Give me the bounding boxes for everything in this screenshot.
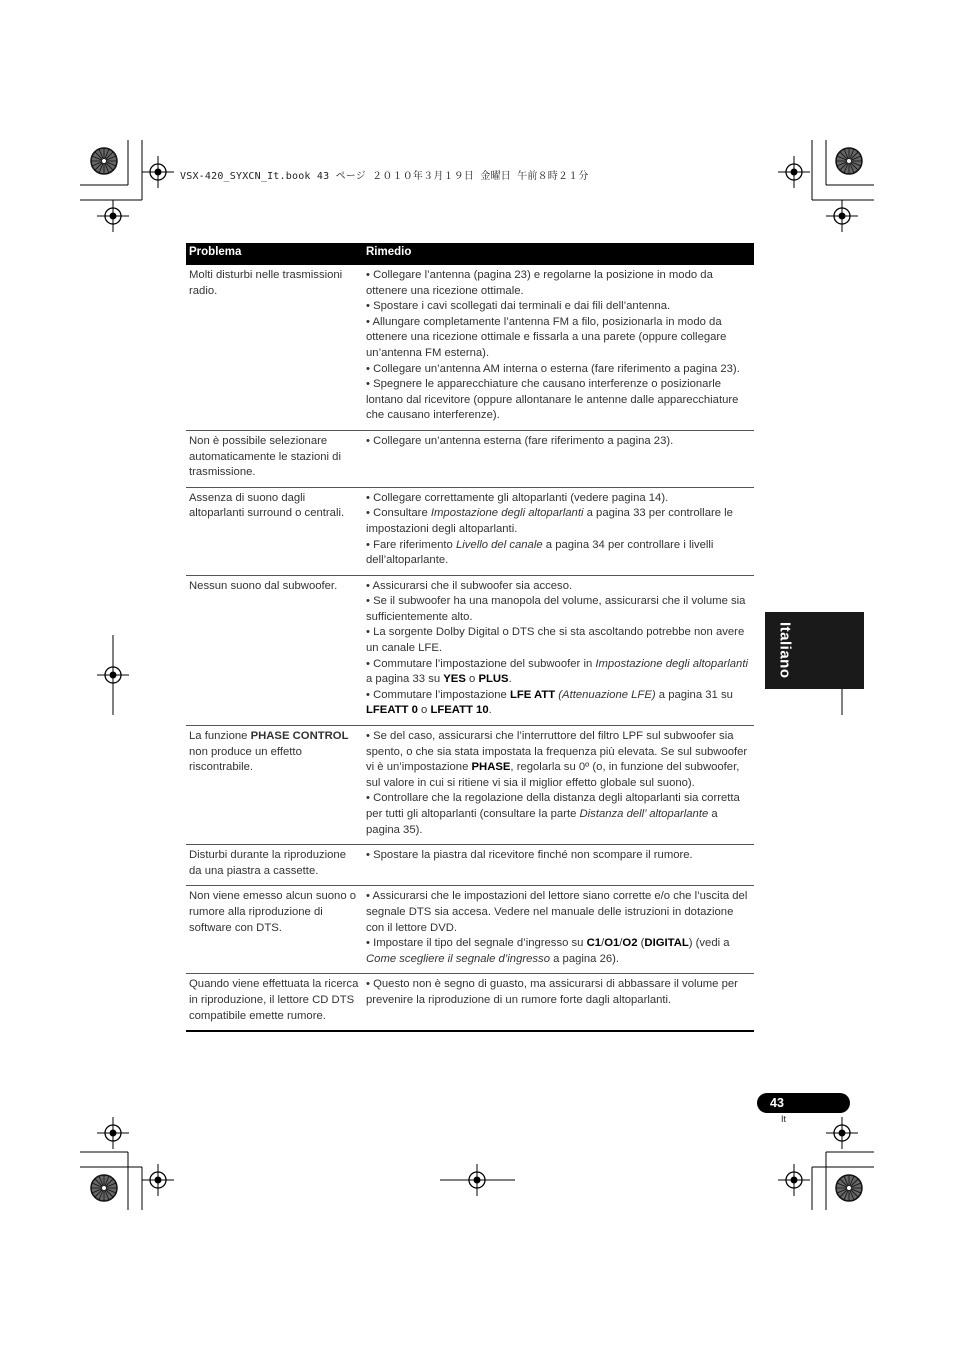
remedy-item: • Collegare un’antenna esterna (fare riferimento a pagina 23). <box>366 434 674 447</box>
remedy-item: • Assicurarsi che il subwoofer sia acceso. <box>366 579 573 592</box>
language-side-tab <box>765 612 864 689</box>
remedy-cell <box>363 430 754 487</box>
problem-cell: Non viene emesso alcun suono o rumore alla riproduzione di software con DTS. <box>186 886 363 974</box>
remedy-cell <box>363 845 754 886</box>
table-row <box>186 886 754 974</box>
table-body <box>186 265 754 1031</box>
problem-cell: Molti disturbi nelle trasmissioni radio. <box>186 265 363 430</box>
remedy-item: • La sorgente Dolby Digital o DTS che si sta ascoltando potrebbe non avere un canale LFE. <box>366 626 745 655</box>
page-language-code: It <box>781 1114 787 1124</box>
table-row <box>186 430 754 487</box>
remedy-cell <box>363 265 754 430</box>
remedy-item: • Collegare un’antenna AM interna o esterna (fare riferimento a pagina 23). <box>366 362 740 375</box>
remedy-cell <box>363 726 754 845</box>
remedy-item: • Impostare il tipo del segnale d’ingresso su C1/O1/O2 (DIGITAL) (vedi a Come scegliere il segnale d’ingresso a pagina 26). <box>366 937 730 965</box>
remedy-cell <box>363 886 754 974</box>
remedy-item: • Spostare i cavi scollegati dai terminali e dai fili dell’antenna. <box>366 300 671 313</box>
language-tab-label: Italiano <box>776 622 794 679</box>
table-row <box>186 575 754 725</box>
problem-cell: Assenza di suono dagli altoparlanti surround o centrali. <box>186 487 363 575</box>
table-row <box>186 726 754 845</box>
remedy-item: • Se del caso, assicurarsi che l’interruttore del filtro LPF sul subwoofer sia spento, o che sia stata impostata la frequenza più elevata. Se sul subwoofer vi è un’impostazione PHASE, regolarla su 0º (o, in funzione del subwoofer, sul valore in cui si ritiene vi sia il miglior effetto globale sul suono). <box>366 730 748 789</box>
remedy-cell <box>363 575 754 725</box>
problem-cell: La funzione PHASE CONTROL non produce un effetto riscontrabile. <box>186 726 363 845</box>
table-row <box>186 845 754 886</box>
remedy-item: • Controllare che la regolazione della distanza degli altoparlanti sia corretta per tutti gli altoparlanti (consultare la parte Distanza dell’ altoparlante a pagina 35). <box>366 792 740 836</box>
table-row <box>186 265 754 430</box>
remedy-item: • Assicurarsi che le impostazioni del lettore siano corrette e/o che l’uscita del segnale DTS sia accesa. Vedere nel manuale delle istruzioni in dotazione con il lettore DVD. <box>366 890 748 934</box>
remedy-item: • Commutare l’impostazione LFE ATT (Attenuazione LFE) a pagina 31 su LFEATT 0 o LFEATT 10. <box>366 688 733 717</box>
remedy-item: • Commutare l’impostazione del subwoofer in Impostazione degli altoparlanti a pagina 33 su YES o PLUS. <box>366 657 748 686</box>
remedy-item: • Consultare Impostazione degli altoparlanti a pagina 33 per controllare le impostazioni degli altoparlanti. <box>366 507 733 535</box>
table-header-row <box>186 243 754 265</box>
print-header: VSX-420_SYXCN_It.book 43 ページ ２０１０年３月１９日 金曜日 午前８時２１分 <box>180 171 589 182</box>
column-header-remedy: Rimedio <box>363 243 754 265</box>
table-row <box>186 974 754 1031</box>
problem-cell: Quando viene effettuata la ricerca in riproduzione, il lettore CD DTS compatibile emette rumore. <box>186 974 363 1031</box>
remedy-item: • Spegnere le apparecchiature che causano interferenze o posizionarle lontano dal ricevitore (oppure allontanare le antenne dalle apparecchiature che causano interferenze). <box>366 378 739 422</box>
column-header-problem: Problema <box>186 243 363 265</box>
remedy-item: • Allungare completamente l’antenna FM a filo, posizionarla in modo da ottenere una ricezione ottimale e fissarla a una parete (oppure collegare un’antenna FM esterna). <box>366 315 727 359</box>
table-row <box>186 487 754 575</box>
remedy-cell <box>363 487 754 575</box>
page-number: 43 <box>757 1093 850 1113</box>
problem-cell: Non è possibile selezionare automaticamente le stazioni di trasmissione. <box>186 430 363 487</box>
problem-cell: Nessun suono dal subwoofer. <box>186 575 363 725</box>
troubleshooting-table <box>186 243 754 1032</box>
remedy-cell <box>363 974 754 1031</box>
remedy-item: • Se il subwoofer ha una manopola del volume, assicurarsi che il volume sia sufficientemente alto. <box>366 595 746 623</box>
remedy-item: • Questo non è segno di guasto, ma assicurarsi di abbassare il volume per prevenire la riproduzione di un rumore forte dagli altoparlanti. <box>366 978 738 1006</box>
remedy-item: • Collegare correttamente gli altoparlanti (vedere pagina 14). <box>366 491 669 504</box>
remedy-item: • Fare riferimento Livello del canale a pagina 34 per controllare i livelli dell’altoparlante. <box>366 538 714 567</box>
remedy-item: • Collegare l’antenna (pagina 23) e regolarne la posizione in modo da ottenere una ricezione ottimale. <box>366 269 713 297</box>
remedy-item: • Spostare la piastra dal ricevitore finché non scompare il rumore. <box>366 849 693 862</box>
problem-cell: Disturbi durante la riproduzione da una piastra a cassette. <box>186 845 363 886</box>
